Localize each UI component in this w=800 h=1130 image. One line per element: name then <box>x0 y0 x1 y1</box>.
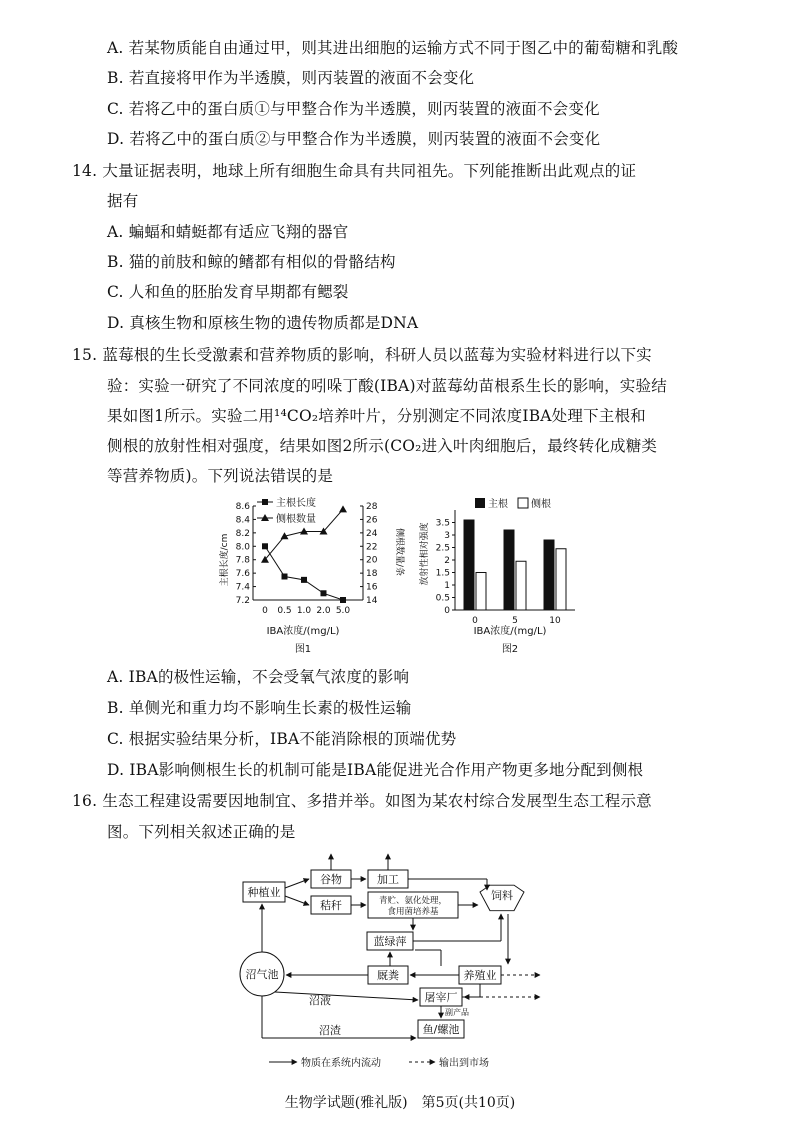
fig1-right-tick-label: 18 <box>366 569 378 580</box>
q15-option-d: D. IBA影响侧根生长的机制可能是IBA能促进光合作用产物更多地分配到侧根 <box>107 761 644 779</box>
fig2-y-tick-label: 1 <box>444 581 450 591</box>
fig2-y-tick-label: 2 <box>444 556 450 566</box>
node-qingzhu-label-2: 食用菌培养基 <box>387 907 439 917</box>
q14-stem-line2: 据有 <box>107 192 139 210</box>
fig1-left-tick-label: 8.6 <box>235 502 250 512</box>
fig2-main-root-bar <box>464 520 474 610</box>
fig1-x-tick-label: 5.0 <box>335 606 351 616</box>
node-zhaoqichi-label: 沼气池 <box>245 968 279 981</box>
q14-option-c: C. 人和鱼的胚胎发育早期都有鳃裂 <box>107 283 349 301</box>
fig2-y-tick-label: 0.5 <box>435 593 450 604</box>
fig1-ylabel-left: 主根长度/cm <box>220 533 230 587</box>
fig1-left-tick-label: 8.2 <box>235 528 250 539</box>
fig1-left-tick-label: 7.4 <box>235 582 250 593</box>
fig1-left-tick-label: 7.8 <box>235 555 250 566</box>
fig1-main-root-point <box>321 590 327 596</box>
node-lanlv-label: 蓝绿萍 <box>373 935 407 948</box>
fig2-ylabel: 放射性相对强度 <box>420 522 430 586</box>
fig1-main-root-point <box>340 597 346 603</box>
fig1-main-root-point <box>282 574 288 580</box>
fig1-legend-lateral-root: 侧根数量 <box>276 514 316 525</box>
q15-stem-line4: 侧根的放射性相对强度，结果如图2所示(CO₂进入叶肉细胞后，最终转化成糖类 <box>107 437 658 455</box>
fig2-y-tick-label: 3.5 <box>435 518 450 529</box>
edge-zhaozha-label: 沼渣 <box>319 1024 341 1037</box>
fig1-x-tick-label: 2.0 <box>316 606 331 616</box>
fig2-y-tick-label: 1.5 <box>435 568 450 579</box>
q14-stem-line1: 14. 大量证据表明，地球上所有细胞生命具有共同祖先。下列能推断出此观点的证 <box>72 162 637 180</box>
q15-stem-line3: 果如图1所示。实验二用¹⁴CO₂培养叶片，分别测定不同浓度IBA处理下主根和 <box>107 407 646 425</box>
fig1-right-tick-label: 16 <box>366 582 378 593</box>
fig2-x-tick-label: 0 <box>472 616 478 626</box>
node-yuluo-label: 鱼/螺池 <box>422 1023 460 1036</box>
fig2-lateral-root-bar <box>476 573 486 611</box>
fig2-title: 图2 <box>501 644 519 655</box>
node-qingzhu-label: 青贮、氨化处理， <box>378 896 448 906</box>
fig2-main-root-bar <box>504 530 514 610</box>
fig1-right-tick-label: 20 <box>366 555 378 566</box>
fig1-x-tick-label: 0 <box>262 606 268 616</box>
eco-engineering-diagram <box>225 852 555 1077</box>
node-zhongzhi-label: 种植业 <box>247 886 281 899</box>
fig2-lateral-root-bar <box>556 549 566 610</box>
fig1-legend-square-icon <box>262 499 268 505</box>
fig1-main-root-point <box>301 577 307 583</box>
fig2-legend-lateral: 侧根 <box>531 499 551 510</box>
legend-solid-label: 物质在系统内流动 <box>301 1058 381 1069</box>
fig1-right-tick-label: 14 <box>366 596 378 606</box>
fig1-series-line-0 <box>265 546 343 600</box>
q14-option-b: B. 猫的前肢和鲸的鳍都有相似的骨骼结构 <box>107 253 396 271</box>
figure-1-line-chart <box>215 492 405 662</box>
q15-stem-line5: 等营养物质)。下列说法错误的是 <box>107 467 334 485</box>
q15-stem-line2: 验：实验一研究了不同浓度的吲哚丁酸(IBA)对蓝莓幼苗根系生长的影响，实验结 <box>107 377 667 395</box>
fig1-x-tick-label: 1.0 <box>296 606 312 616</box>
fig2-legend-main: 主根 <box>488 499 508 510</box>
page-footer: 生物学试题(雅礼版) 第5页(共10页) <box>284 1095 516 1111</box>
fig1-right-tick-label: 22 <box>366 542 378 553</box>
fig1-right-tick-label: 26 <box>366 515 378 526</box>
node-fenbian-label: 厩粪 <box>377 969 399 982</box>
legend-dashed-label: 输出到市场 <box>439 1058 489 1069</box>
q16-stem-line2: 图。下列相关叙述正确的是 <box>107 823 296 841</box>
q15-option-c: C. 根据实验结果分析，IBA不能消除根的顶端优势 <box>107 730 457 748</box>
q14-option-a: A. 蝙蝠和蜻蜓都有适应飞翔的器官 <box>107 223 349 241</box>
fig2-x-tick-label: 5 <box>512 616 518 626</box>
fig1-left-tick-label: 7.2 <box>235 596 250 606</box>
q13-option-a: A. 若某物质能自由通过甲，则其进出细胞的运输方式不同于图乙中的葡萄糖和乳酸 <box>107 39 679 57</box>
fig1-ylabel-right: 侧根数量/条 <box>394 527 404 577</box>
node-jiagong-label: 加工 <box>377 873 399 886</box>
fig2-legend-lateral-swatch <box>518 498 528 508</box>
fig1-legend-main-root: 主根长度 <box>276 498 316 509</box>
q14-option-d: D. 真核生物和原核生物的遗传物质都是DNA <box>107 314 419 332</box>
node-yangzhi-label: 养殖业 <box>463 969 497 982</box>
fig1-left-tick-label: 8.0 <box>235 542 250 553</box>
fig1-right-tick-label: 28 <box>366 502 378 512</box>
node-fuchanpin-label: 副产品 <box>445 1008 469 1017</box>
fig1-left-tick-label: 7.6 <box>235 569 250 580</box>
fig1-right-tick-label: 24 <box>366 528 378 539</box>
node-siliao-label: 饲料 <box>491 889 513 902</box>
fig1-title: 图1 <box>294 644 312 655</box>
fig2-main-root-bar <box>544 540 554 610</box>
fig2-y-tick-label: 0 <box>444 606 450 616</box>
fig2-lateral-root-bar <box>516 561 526 610</box>
fig1-xlabel: IBA浓度/(mg/L) <box>266 626 340 637</box>
q15-option-a: A. IBA的极性运输，不会受氧气浓度的影响 <box>107 668 410 686</box>
q13-option-b: B. 若直接将甲作为半透膜，则丙装置的液面不会变化 <box>107 69 475 87</box>
q13-option-d: D. 若将乙中的蛋白质②与甲整合作为半透膜，则丙装置的液面不会变化 <box>107 130 601 148</box>
fig2-legend-main-swatch <box>475 498 485 508</box>
edge-zhaoye-label: 沼液 <box>309 994 331 1007</box>
fig2-y-tick-label: 2.5 <box>435 543 450 554</box>
fig2-xlabel: IBA浓度/(mg/L) <box>473 626 547 637</box>
fig1-x-tick-label: 0.5 <box>277 606 292 616</box>
fig1-lateral-root-point <box>300 528 308 535</box>
fig2-y-tick-label: 3 <box>444 531 450 541</box>
q16-stem-line1: 16. 生态工程建设需要因地制宜、多措并举。如图为某农村综合发展型生态工程示意 <box>72 792 652 810</box>
fig1-left-tick-label: 8.4 <box>235 515 250 526</box>
fig1-lateral-root-point <box>339 505 347 512</box>
q13-option-c: C. 若将乙中的蛋白质①与甲整合作为半透膜，则丙装置的液面不会变化 <box>107 100 600 118</box>
q15-stem-line1: 15. 蓝莓根的生长受激素和营养物质的影响，科研人员以蓝莓为实验材料进行以下实 <box>72 346 652 364</box>
fig1-main-root-point <box>262 543 268 549</box>
fig2-x-tick-label: 10 <box>549 616 561 626</box>
node-guwu-label: 谷物 <box>320 873 342 886</box>
node-jiegan-label: 秸秆 <box>320 899 342 912</box>
q15-option-b: B. 单侧光和重力均不影响生长素的极性运输 <box>107 699 412 717</box>
figure-2-bar-chart <box>415 492 585 662</box>
node-tuzai-label: 屠宰厂 <box>424 991 458 1004</box>
